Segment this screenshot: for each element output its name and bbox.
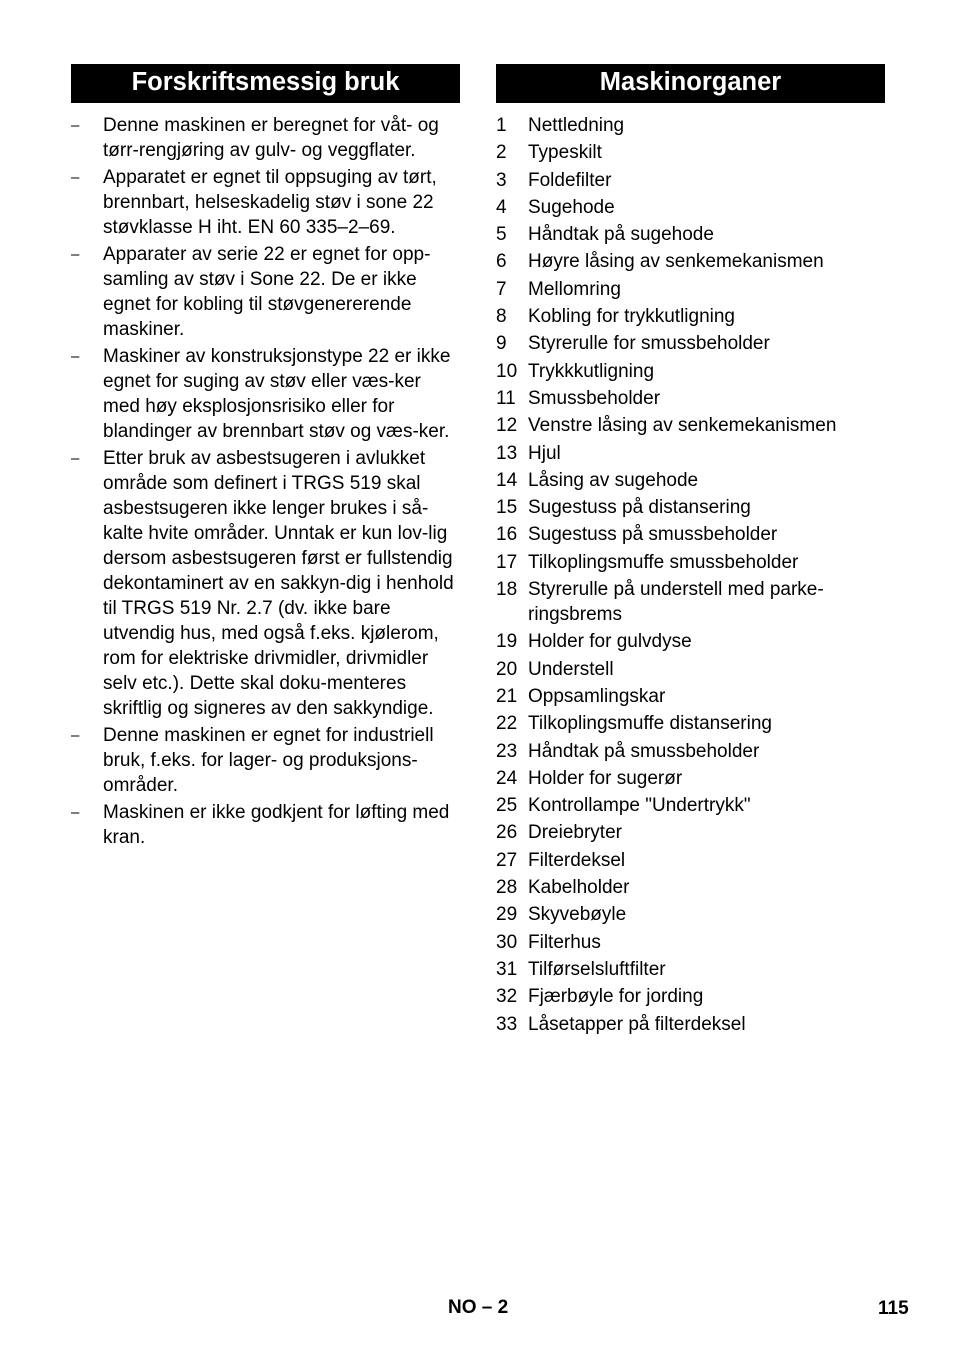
part-number: 29 [496,904,518,926]
part-label: Foldefilter [528,169,612,191]
part-number: 14 [496,469,518,491]
parts-list-item [496,684,885,709]
part-label: Dreiebryter [528,822,622,844]
list-item [71,344,460,444]
parts-list-item [496,441,885,466]
parts-list-item [496,766,885,791]
parts-list-item [496,711,885,736]
part-number: 11 [496,387,516,409]
part-label: Filterhus [528,931,601,953]
parts-list-item [496,629,885,654]
part-number: 26 [496,822,518,844]
part-number: 10 [496,360,518,382]
part-label: Tilførselsluftfilter [528,958,666,980]
part-number: 23 [496,740,518,762]
list-item-text: Apparater av serie 22 er egnet for opp-samling av støv i Sone 22. De er ikke egnet for kobling til støvgenererende maskiner. [103,244,431,340]
part-label: Filterdeksel [528,849,626,871]
page-number: 115 [878,1298,909,1319]
bullet-dash: – [71,348,80,365]
parts-list-item [496,984,885,1009]
part-number: 18 [496,579,518,601]
list-item [71,242,460,342]
parts-list-item [496,957,885,982]
parts-list-item [496,140,885,165]
part-number: 12 [496,415,518,437]
part-number: 27 [496,849,518,871]
part-label: Styrerulle på understell med parke-ringsbrems [528,579,824,626]
bullet-dash: – [71,169,80,186]
parts-list-item [496,875,885,900]
part-number: 2 [496,142,507,164]
bullet-dash: – [71,804,80,821]
parts-list-item [496,277,885,302]
list-item-text: Apparatet er egnet til oppsuging av tørt, brennbart, helseskadelig støv i sone 22 støvklasse H iht. EN 60 335–2–69. [103,167,437,238]
part-label: Venstre låsing av senkemekanismen [528,415,837,437]
part-number: 5 [496,224,507,246]
part-label: Kobling for trykkutligning [528,306,735,328]
parts-list-item [496,657,885,682]
parts-list-item [496,222,885,247]
part-number: 30 [496,931,518,953]
part-label: Sugestuss på smussbeholder [528,524,778,546]
part-number: 3 [496,169,507,191]
part-label: Holder for gulvdyse [528,631,692,653]
part-number: 20 [496,658,518,680]
part-number: 25 [496,795,518,817]
part-number: 31 [496,958,518,980]
machine-parts-heading: Maskinorganer [496,64,885,103]
parts-list-item [496,495,885,520]
list-item-text: Maskinen er ikke godkjent for løfting med kran. [103,802,450,848]
parts-list-item [496,848,885,873]
part-number: 13 [496,442,518,464]
bullet-dash: – [71,450,80,467]
bullet-dash: – [71,727,80,744]
parts-list-item [496,739,885,764]
part-number: 6 [496,251,507,273]
part-number: 19 [496,631,518,653]
list-item [71,723,460,798]
part-label: Styrerulle for smussbeholder [528,333,770,355]
machine-parts-list [496,113,885,1037]
part-number: 15 [496,497,518,519]
part-number: 7 [496,278,507,300]
part-number: 33 [496,1013,518,1035]
part-number: 16 [496,524,518,546]
parts-list-item [496,902,885,927]
part-label: Sugestuss på distansering [528,497,751,519]
part-number: 17 [496,551,518,573]
intended-use-heading: Forskriftsmessig bruk [71,64,460,103]
part-number: 24 [496,767,518,789]
list-item [71,113,460,163]
section-page-label: NO – 2 [448,1297,509,1318]
list-item [71,446,460,721]
parts-list-item [496,468,885,493]
parts-list-item [496,1012,885,1037]
list-item [71,165,460,240]
part-number: 1 [496,115,507,136]
parts-list-item [496,249,885,274]
part-number: 32 [496,986,518,1008]
list-item-text: Denne maskinen er beregnet for våt- og tørr-rengjøring av gulv- og veggflater. [103,115,439,161]
part-label: Håndtak på sugehode [528,224,714,246]
parts-list-item [496,550,885,575]
part-label: Nettledning [528,115,625,136]
part-number: 28 [496,877,518,899]
part-label: Tilkoplingsmuffe distansering [528,713,772,735]
parts-list-item [496,304,885,329]
list-item-text: Denne maskinen er egnet for industriell bruk, f.eks. for lager- og produksjons-områder. [103,725,434,796]
part-label: Høyre låsing av senkemekanismen [528,251,824,273]
part-number: 22 [496,713,518,735]
list-item [71,800,460,850]
part-label: Understell [528,658,614,680]
parts-list-item [496,331,885,356]
intended-use-list [71,113,460,850]
part-label: Typeskilt [528,142,602,164]
part-label: Hjul [528,442,561,464]
parts-list-item [496,113,885,138]
parts-list-item [496,386,885,411]
part-number: 4 [496,196,507,218]
part-number: 9 [496,333,507,355]
part-label: Låsing av sugehode [528,469,699,491]
list-item-text: Etter bruk av asbestsugeren i avlukket område som definert i TRGS 519 skal asbestsugeren ikke lenger brukes i så-kalte hvite områder. Unntak er kun lov-lig dersom asbestsugeren først er fullstendig dekontaminert av en sakkyn-dig i henhold til TRGS 519 Nr. 2.7 (dv. ikke bare utvendig hus, med også f.eks. kjølerom, rom for elektriske drivmidler, drivmidler selv etc.). Dette skal doku-menteres skriftlig og signeres av den sakkyndige. [103,448,454,719]
bullet-dash: – [71,246,80,263]
parts-list-item [496,168,885,193]
part-label: Kontrollampe "Undertrykk" [528,795,751,817]
part-label: Tilkoplingsmuffe smussbeholder [528,551,799,573]
part-label: Mellomring [528,278,621,300]
parts-list-item [496,413,885,438]
part-label: Kabelholder [528,877,630,899]
part-label: Låsetapper på filterdeksel [528,1013,746,1035]
part-label: Skyvebøyle [528,904,627,926]
parts-list-item [496,522,885,547]
parts-list-item [496,195,885,220]
part-label: Smussbeholder [528,387,661,409]
part-label: Sugehode [528,196,615,218]
parts-list-item [496,359,885,384]
part-label: Håndtak på smussbeholder [528,740,760,762]
part-label: Trykkkutligning [528,360,655,382]
bullet-dash: – [71,117,80,134]
part-label: Oppsamlingskar [528,685,666,707]
parts-list-item [496,820,885,845]
parts-list-item [496,930,885,955]
list-item-text: Maskiner av konstruksjonstype 22 er ikke egnet for suging av støv eller væs-ker med høy eksplosjonsrisiko eller for blandinger av brennbart støv og væs-ker. [103,346,451,442]
part-number: 8 [496,306,507,328]
part-label: Holder for sugerør [528,767,683,789]
intended-use-section [71,64,460,852]
part-label: Fjærbøyle for jording [528,986,704,1008]
parts-list-item [496,577,885,627]
machine-parts-section [496,64,885,1039]
parts-list-item [496,793,885,818]
part-number: 21 [496,685,518,707]
